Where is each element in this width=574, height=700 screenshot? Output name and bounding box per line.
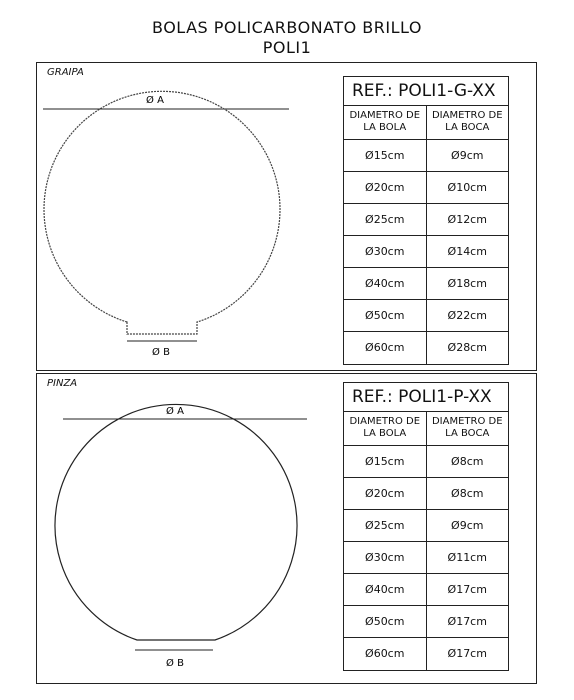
sphere-outline-pinza [55, 404, 297, 640]
dimension-a-label: Ø A [166, 406, 184, 417]
dimension-a-label: Ø A [146, 95, 164, 106]
table-header [344, 106, 508, 140]
cell-bola: Ø30cm [344, 542, 427, 574]
cell-bola: Ø50cm [344, 606, 427, 638]
column-diametro-bola: DIAMETRO DE LA BOLA [344, 106, 427, 139]
ref-code: REF.: POLI1-P-XX [344, 383, 508, 412]
pinza-sphere-drawing [37, 374, 337, 685]
table-row [344, 574, 508, 606]
table-row [344, 446, 508, 478]
table-row [344, 268, 508, 300]
table-row [344, 542, 508, 574]
cell-boca: Ø14cm [427, 236, 509, 268]
column-diametro-boca: DIAMETRO DE LA BOCA [431, 416, 503, 439]
page-subtitle: POLI1 [262, 38, 312, 57]
table-header [344, 412, 508, 446]
cell-bola: Ø50cm [344, 300, 427, 332]
cell-bola: Ø15cm [344, 140, 427, 172]
cell-bola: Ø15cm [344, 446, 427, 478]
cell-bola: Ø60cm [344, 638, 427, 670]
table-row [344, 478, 508, 510]
section-tag: GRAIPA [47, 67, 84, 78]
cell-bola: Ø40cm [344, 574, 427, 606]
dimension-b-label: Ø B [166, 658, 184, 669]
page-title: BOLAS POLICARBONATO BRILLO [152, 18, 422, 37]
cell-bola: Ø40cm [344, 268, 427, 300]
spec-table-pinza [343, 382, 509, 671]
cell-boca: Ø8cm [427, 478, 509, 510]
cell-bola: Ø25cm [344, 204, 427, 236]
cell-boca: Ø11cm [427, 542, 509, 574]
section-tag: PINZA [47, 378, 78, 389]
cell-boca: Ø18cm [427, 268, 509, 300]
table-row [344, 638, 508, 670]
table-row [344, 204, 508, 236]
cell-boca: Ø17cm [427, 574, 509, 606]
table-row [344, 140, 508, 172]
cell-boca: Ø22cm [427, 300, 509, 332]
graipa-sphere-drawing [37, 63, 337, 372]
cell-boca: Ø10cm [427, 172, 509, 204]
section-pinza [36, 373, 537, 684]
table-row [344, 510, 508, 542]
table-row [344, 300, 508, 332]
cell-boca: Ø12cm [427, 204, 509, 236]
sphere-outline-graipa [44, 91, 280, 334]
ref-code: REF.: POLI1-G-XX [344, 77, 508, 106]
dimension-b-label: Ø B [152, 347, 170, 358]
cell-boca: Ø28cm [447, 341, 487, 354]
spec-table-graipa [343, 76, 509, 365]
cell-bola: Ø30cm [344, 236, 427, 268]
cell-boca: Ø9cm [427, 140, 509, 172]
cell-boca: Ø17cm [427, 606, 509, 638]
cell-boca: Ø9cm [427, 510, 509, 542]
column-diametro-bola: DIAMETRO DE LA BOLA [344, 412, 427, 445]
cell-bola: Ø20cm [344, 172, 427, 204]
section-graipa [36, 62, 537, 371]
table-row [344, 332, 508, 364]
cell-boca: Ø8cm [427, 446, 509, 478]
cell-bola: Ø25cm [344, 510, 427, 542]
cell-bola: Ø60cm [344, 332, 427, 364]
column-diametro-boca: DIAMETRO DE LA BOCA [431, 110, 503, 133]
table-row [344, 236, 508, 268]
table-row [344, 172, 508, 204]
cell-bola: Ø20cm [344, 478, 427, 510]
cell-boca: Ø17cm [447, 647, 487, 660]
table-row [344, 606, 508, 638]
